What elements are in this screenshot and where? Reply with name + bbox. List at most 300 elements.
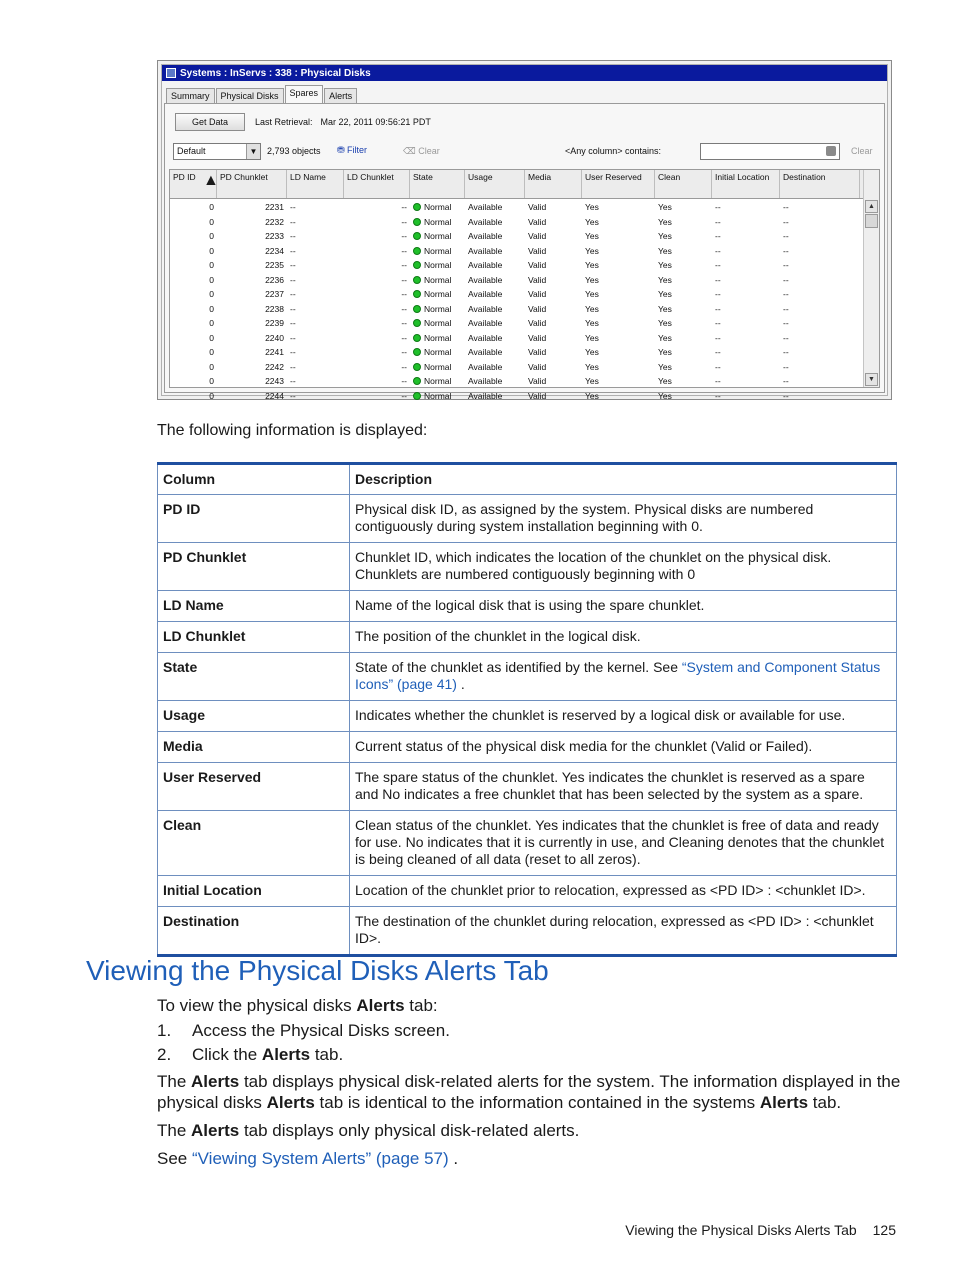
paragraph-3 (157, 1148, 902, 1169)
grid-cell (410, 389, 465, 404)
grid-cell (655, 331, 712, 346)
grid-cell-text: Yes (658, 303, 672, 314)
table-row (158, 495, 897, 543)
grid-cell (410, 287, 465, 302)
table-row[interactable] (170, 200, 863, 215)
grid-cell-text: -- (783, 318, 789, 328)
grid-cell (655, 258, 712, 273)
grid-cell (217, 302, 287, 317)
grid-cell-text: Yes (658, 245, 672, 256)
grid-cell-text: -- (401, 274, 407, 285)
description-text: The destination of the chunklet during relocation, expressed as <PD ID> : <chunklet ID>. (355, 913, 874, 946)
grid-cell (344, 389, 410, 404)
grid-cell-text: Available (468, 361, 503, 372)
vertical-scrollbar[interactable] (863, 170, 879, 387)
grid-cell-text: -- (715, 216, 721, 227)
paragraph-1 (157, 1071, 902, 1113)
grid-cell (170, 302, 217, 317)
grid-cell-text: -- (783, 390, 789, 401)
grid-cell-text: -- (783, 347, 789, 357)
grid-cell (344, 345, 410, 360)
chevron-down-icon[interactable]: ▼ (246, 144, 260, 159)
spares-grid (169, 169, 880, 401)
description-text: Location of the chunklet prior to relocation, expressed as <PD ID> : <chunklet ID>. (355, 882, 866, 898)
p3-a: See (157, 1149, 192, 1168)
window-title: Systems : InServs : 338 : Physical Disks (180, 67, 371, 79)
grid-cell (410, 316, 465, 331)
grid-cell-text: -- (715, 289, 721, 299)
view-select[interactable] (173, 143, 261, 160)
grid-cell-text: -- (715, 347, 721, 357)
grid-cell-text: Yes (658, 231, 672, 241)
grid-cell (655, 360, 712, 375)
grid-cell-text: -- (715, 376, 721, 386)
grid-col-header[interactable]: Destination (780, 170, 860, 198)
system-alerts-link[interactable]: “Viewing System Alerts” (page 57) (191, 1149, 449, 1168)
grid-cell (525, 360, 582, 375)
table-row[interactable] (170, 331, 863, 346)
grid-cell (217, 215, 287, 230)
table-row[interactable] (170, 345, 863, 360)
description-text: Indicates whether the chunklet is reserved by a logical disk or available for use. (355, 707, 846, 723)
grid-cell-text: -- (401, 289, 407, 299)
paragraph-2 (157, 1120, 902, 1141)
grid-cell (525, 200, 582, 215)
description-text: The position of the chunklet in the logical disk. (355, 628, 641, 644)
window-titlebar (162, 65, 887, 81)
grid-cell-text: Yes (585, 390, 599, 401)
grid-cell-text: Normal (424, 245, 452, 256)
grid-cell (465, 374, 525, 389)
grid-cell-text: Normal (424, 289, 452, 299)
column-name-cell: State (158, 653, 350, 701)
grid-cell (344, 374, 410, 389)
lead-paragraph (157, 995, 902, 1016)
grid-cell-text: Normal (424, 202, 452, 212)
table-row[interactable] (170, 258, 863, 273)
grid-cell-text: Normal (424, 347, 452, 357)
grid-cell (217, 345, 287, 360)
step-2-bold: Alerts (261, 1045, 311, 1064)
grid-cell-text: Valid (528, 361, 547, 372)
header-column: Column (158, 464, 350, 495)
grid-cell (712, 316, 780, 331)
grid-cell (287, 200, 344, 215)
table-row[interactable] (170, 360, 863, 375)
scroll-down-icon[interactable]: ▼ (865, 373, 878, 386)
grid-cell (344, 215, 410, 230)
grid-cell-text: Yes (585, 347, 599, 357)
grid-cell (465, 215, 525, 230)
step-1-number: 1. (157, 1021, 172, 1040)
grid-cell (410, 244, 465, 259)
grid-cell (582, 360, 655, 375)
green-status-dot-icon (413, 377, 421, 385)
table-row (158, 653, 897, 701)
grid-cell-text: Valid (528, 289, 547, 299)
grid-cell (525, 273, 582, 288)
status-icons-link[interactable]: “System and Component Status Icons” (page 41) (355, 659, 881, 692)
grid-cell (287, 258, 344, 273)
grid-cell-text: Valid (528, 347, 547, 357)
grid-cell (410, 229, 465, 244)
grid-col-header[interactable]: User Reserved (582, 170, 655, 198)
grid-cell (217, 244, 287, 259)
grid-cell (780, 273, 860, 288)
description-text: State of the chunklet as identified by the kernel. See (355, 659, 682, 675)
green-status-dot-icon (413, 348, 421, 356)
grid-cell (170, 331, 217, 346)
grid-cell-text: Available (468, 303, 503, 314)
grid-cell (287, 374, 344, 389)
grid-cell-text: Yes (585, 216, 599, 227)
grid-cell-text: Normal (424, 274, 452, 285)
grid-cell-text: -- (715, 361, 721, 372)
grid-cell (465, 302, 525, 317)
grid-col-header[interactable]: Media (525, 170, 582, 198)
lead-pre: To view the physical disks (157, 996, 357, 1015)
grid-cell-text: Yes (585, 245, 599, 256)
grid-cell (465, 200, 525, 215)
grid-cell-text: -- (290, 231, 296, 241)
grid-cell-text: -- (715, 303, 721, 314)
grid-cell-text: -- (783, 216, 789, 227)
green-status-dot-icon (413, 334, 421, 342)
grid-cell-text: 0 (209, 216, 214, 227)
grid-cell-text: 2233 (265, 231, 284, 241)
grid-col-header[interactable]: PD Chunklet (217, 170, 287, 198)
grid-cell (525, 258, 582, 273)
p2-b: Alerts (191, 1121, 240, 1140)
app-screenshot (157, 60, 892, 400)
description-cell (350, 763, 897, 811)
last-retrieval-label: Last Retrieval: (255, 117, 313, 127)
grid-cell (780, 200, 860, 215)
grid-cell (287, 360, 344, 375)
grid-cell-text: -- (401, 318, 407, 328)
table-row[interactable] (170, 244, 863, 259)
last-retrieval (255, 117, 431, 127)
grid-cell-text: -- (401, 303, 407, 314)
grid-cell (170, 258, 217, 273)
grid-cell (217, 316, 287, 331)
grid-cell (525, 374, 582, 389)
grid-cell-text: -- (401, 202, 407, 212)
grid-cell-text: -- (401, 376, 407, 386)
green-status-dot-icon (413, 218, 421, 226)
clear-filter-button[interactable] (403, 146, 440, 157)
grid-cell-text: -- (401, 332, 407, 343)
grid-col-header[interactable]: Initial Location (712, 170, 780, 198)
filter-button[interactable] (337, 145, 367, 156)
intro-text: The following information is displayed: (157, 422, 428, 439)
grid-cell (410, 374, 465, 389)
grid-cell (712, 258, 780, 273)
grid-cell (525, 244, 582, 259)
app-window (161, 64, 888, 401)
grid-cell-text: Normal (424, 361, 452, 372)
grid-cell (465, 244, 525, 259)
grid-cell-text: Available (468, 274, 503, 285)
grid-cell (525, 302, 582, 317)
grid-cell (525, 287, 582, 302)
grid-cell (287, 331, 344, 346)
grid-cell (465, 345, 525, 360)
grid-cell (410, 360, 465, 375)
grid-cell (287, 244, 344, 259)
grid-cell (525, 345, 582, 360)
grid-cell (465, 331, 525, 346)
grid-cell (217, 374, 287, 389)
grid-cell (217, 287, 287, 302)
grid-cell (287, 229, 344, 244)
p1-a: The (157, 1072, 192, 1091)
filter-row (173, 143, 878, 161)
green-status-dot-icon (413, 261, 421, 269)
grid-cell (582, 287, 655, 302)
grid-cell (170, 244, 217, 259)
description-text: The spare status of the chunklet. Yes indicates the chunklet is reserved as a spare and No indicates a free chunklet that has been selected by the system as a spare. (355, 769, 865, 802)
grid-cell (655, 345, 712, 360)
grid-cell (655, 389, 712, 404)
grid-cell (525, 316, 582, 331)
grid-cell (287, 389, 344, 404)
grid-cell (344, 244, 410, 259)
grid-cell-text: Valid (528, 245, 547, 256)
table-row[interactable] (170, 389, 863, 404)
grid-cell (410, 258, 465, 273)
grid-cell (712, 229, 780, 244)
column-name-cell: LD Chunklet (158, 622, 350, 653)
table-row (158, 622, 897, 653)
grid-cell (780, 331, 860, 346)
grid-cell (712, 244, 780, 259)
grid-cell (582, 374, 655, 389)
grid-cell-text: 0 (209, 245, 214, 256)
tab-physical-disks[interactable]: Physical Disks (216, 88, 284, 103)
green-status-dot-icon (413, 203, 421, 211)
grid-cell-text: Yes (658, 332, 672, 343)
clear-search-button[interactable]: Clear (851, 146, 873, 156)
grid-cell-text: -- (290, 318, 296, 328)
grid-cell-text: Available (468, 289, 503, 299)
column-name-cell: User Reserved (158, 763, 350, 811)
step-2-number: 2. (157, 1045, 172, 1064)
grid-cell-text: Available (468, 332, 503, 343)
grid-cell (525, 331, 582, 346)
tab-spares[interactable]: Spares (285, 85, 324, 103)
column-filter-label: <Any column> contains: (565, 146, 662, 156)
grid-cell (410, 273, 465, 288)
grid-col-header[interactable]: LD Chunklet (344, 170, 410, 198)
grid-cell (217, 258, 287, 273)
grid-cell-text: -- (715, 332, 721, 343)
grid-cell-text: Yes (585, 332, 599, 343)
grid-cell-text: -- (401, 216, 407, 227)
grid-cell-text: Yes (585, 202, 599, 212)
grid-cell-text: -- (715, 390, 721, 401)
column-name-cell: Usage (158, 701, 350, 732)
grid-cell (170, 316, 217, 331)
grid-cell (712, 200, 780, 215)
grid-cell-text: -- (290, 376, 296, 386)
grid-cell-text: Valid (528, 332, 547, 343)
p1-g: tab. (808, 1093, 842, 1112)
grid-cell-text: Yes (658, 202, 672, 212)
grid-cell-text: -- (715, 231, 721, 241)
grid-cell (780, 389, 860, 404)
description-cell (350, 653, 897, 701)
grid-cell-text: -- (401, 260, 407, 270)
grid-cell (170, 273, 217, 288)
grid-col-header[interactable]: PD ID (170, 170, 217, 198)
page-footer (625, 1222, 896, 1238)
grid-cell (170, 229, 217, 244)
grid-cell-text: Available (468, 318, 503, 328)
grid-cell (344, 258, 410, 273)
grid-cell (287, 316, 344, 331)
table-row[interactable] (170, 273, 863, 288)
grid-col-header[interactable]: Usage (465, 170, 525, 198)
grid-cell (582, 331, 655, 346)
grid-cell-text: -- (290, 289, 296, 299)
grid-cell-text: -- (290, 347, 296, 357)
grid-cell-text: -- (290, 361, 296, 372)
column-name-cell: PD ID (158, 495, 350, 543)
table-row[interactable] (170, 215, 863, 230)
table-row (158, 543, 897, 591)
grid-cell-text: Valid (528, 231, 547, 241)
grid-cell-text: Yes (658, 274, 672, 285)
grid-cell-text: 2244 (265, 390, 284, 401)
grid-cell-text: 2242 (265, 361, 284, 372)
scroll-thumb[interactable] (865, 214, 878, 228)
grid-cell (655, 215, 712, 230)
lead-bold: Alerts (356, 996, 405, 1015)
grid-cell-text: Yes (658, 361, 672, 372)
header-description: Description (350, 464, 897, 495)
description-text: Physical disk ID, as assigned by the system. Physical disks are numbered contiguously during system installation beginning with 0. (355, 501, 814, 534)
grid-cell-text: Yes (585, 361, 599, 372)
grid-cell (525, 389, 582, 404)
spares-panel (164, 103, 885, 401)
green-status-dot-icon (413, 319, 421, 327)
grid-cell-text: -- (715, 260, 721, 270)
grid-cell-text: -- (290, 216, 296, 227)
grid-cell (582, 316, 655, 331)
column-name-cell: Initial Location (158, 876, 350, 907)
grid-cell-text: Available (468, 245, 503, 256)
grid-cell-text: Normal (424, 260, 452, 270)
tab-alerts[interactable]: Alerts (324, 88, 357, 103)
grid-cell-text: -- (401, 361, 407, 372)
description-cell (350, 701, 897, 732)
grid-col-header[interactable]: State (410, 170, 465, 198)
description-cell (350, 811, 897, 876)
green-status-dot-icon (413, 247, 421, 255)
grid-cell-text: -- (290, 245, 296, 256)
get-data-button[interactable]: Get Data (175, 113, 245, 131)
table-row (158, 732, 897, 763)
grid-cell (465, 229, 525, 244)
grid-cell-text: -- (783, 245, 789, 256)
table-row[interactable] (170, 374, 863, 389)
grid-cell (655, 316, 712, 331)
grid-cell-text: Normal (424, 303, 452, 314)
grid-cell-text: Yes (658, 289, 672, 299)
grid-cell-text: Normal (424, 376, 452, 386)
grid-cell (582, 258, 655, 273)
description-text: Chunklet ID, which indicates the location of the chunklet on the physical disk. Chunklets are numbered contiguously beginning with 0 (355, 549, 832, 582)
clear-icon: ⌫ (403, 146, 419, 156)
object-count: 2,793 objects (267, 146, 321, 156)
scroll-up-icon[interactable]: ▲ (865, 200, 878, 213)
grid-cell (410, 215, 465, 230)
table-header-row (158, 464, 897, 495)
grid-cell (344, 287, 410, 302)
grid-cell-text: Valid (528, 390, 547, 401)
grid-cell-text: -- (715, 274, 721, 285)
step-1-text: Access the Physical Disks screen. (192, 1021, 450, 1040)
grid-cell-text: 2240 (265, 332, 284, 343)
table-row[interactable] (170, 302, 863, 317)
grid-cell (582, 273, 655, 288)
section-heading: Viewing the Physical Disks Alerts Tab (86, 955, 549, 986)
grid-cell-text: 0 (209, 289, 214, 299)
grid-cell-text: Yes (658, 390, 672, 401)
grid-cell-text: -- (290, 303, 296, 314)
grid-cell-text: Yes (658, 347, 672, 357)
filter-label: Filter (347, 145, 368, 155)
grid-cell (780, 215, 860, 230)
table-row[interactable] (170, 316, 863, 331)
grid-col-header[interactable]: Clean (655, 170, 712, 198)
grid-cell (655, 229, 712, 244)
pencil-icon (826, 146, 836, 156)
grid-cell-text: Normal (424, 318, 452, 328)
table-row[interactable] (170, 229, 863, 244)
grid-cell-text: Yes (585, 231, 599, 241)
column-filter-input[interactable] (700, 143, 840, 160)
grid-col-header[interactable]: LD Name (287, 170, 344, 198)
column-name-cell: PD Chunklet (158, 543, 350, 591)
grid-cell-text: -- (290, 390, 296, 401)
grid-cell-text: 2238 (265, 303, 284, 314)
grid-cell-text: Available (468, 231, 503, 241)
grid-cell-text: 2239 (265, 318, 284, 328)
grid-cell (712, 360, 780, 375)
grid-cell (712, 273, 780, 288)
green-status-dot-icon (413, 276, 421, 284)
tab-summary[interactable]: Summary (166, 88, 215, 103)
grid-cell-text: Yes (585, 274, 599, 285)
table-row[interactable] (170, 287, 863, 302)
green-status-dot-icon (413, 290, 421, 298)
grid-cell-text: 0 (209, 231, 214, 241)
grid-cell (410, 345, 465, 360)
grid-cell-text: Yes (658, 260, 672, 270)
step-1 (157, 1021, 450, 1041)
grid-cell-text: 2234 (265, 245, 284, 256)
grid-cell (582, 229, 655, 244)
grid-cell (287, 302, 344, 317)
grid-cell (344, 360, 410, 375)
grid-cell-text: Yes (585, 289, 599, 299)
p1-c: tab displays physical disk-related alerts for the system. The information displayed in the physical disks (157, 1072, 901, 1112)
grid-cell-text: 0 (209, 347, 214, 357)
grid-cell-text: -- (401, 390, 407, 401)
grid-cell-text: 2237 (265, 289, 284, 299)
